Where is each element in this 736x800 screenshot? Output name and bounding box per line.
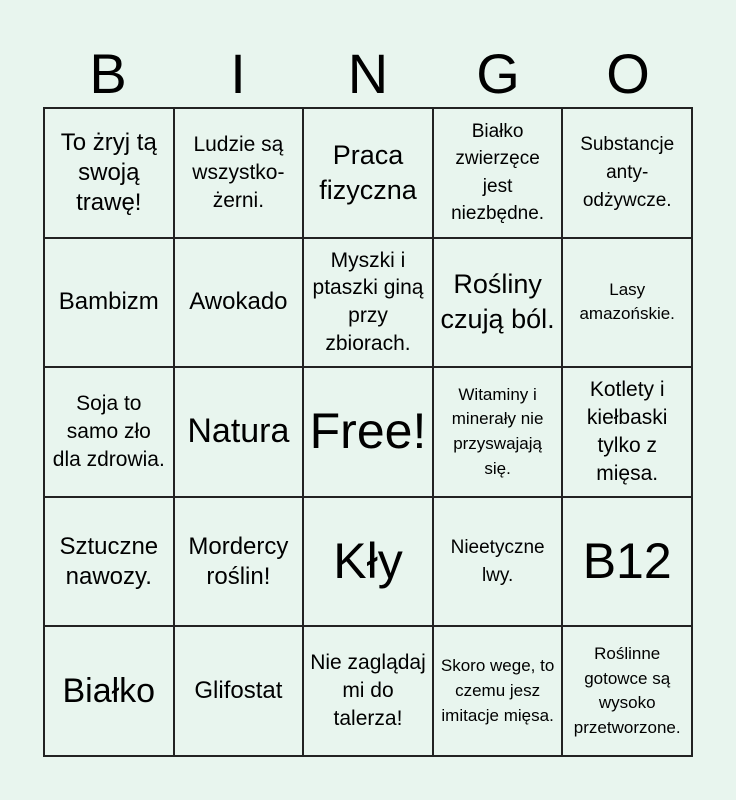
header-letter-b: B [89, 42, 127, 105]
bingo-cell-r1-c0[interactable]: Bambizm [44, 238, 174, 368]
header-letter-i: I [230, 42, 246, 105]
header-letter-g: G [476, 42, 520, 105]
header-letter-o: O [606, 42, 650, 105]
bingo-cell-r3-c1[interactable]: Mordercy roślin! [174, 497, 304, 627]
bingo-cell-r4-c3[interactable]: Skoro wege, to czemu jesz imitacje mięsa. [433, 626, 563, 756]
bingo-cell-r1-c4[interactable]: Lasy amazońskie. [562, 238, 692, 368]
bingo-cell-r1-c2[interactable]: Myszki i ptaszki giną przy zbiorach. [303, 238, 433, 368]
bingo-cell-r2-c4[interactable]: Kotlety i kiełbaski tylko z mięsa. [562, 367, 692, 497]
bingo-cell-r1-c3[interactable]: Rośliny czują ból. [433, 238, 563, 368]
bingo-cell-r0-c3[interactable]: Białko zwierzęce jest niezbędne. [433, 108, 563, 238]
bingo-cell-r3-c2[interactable]: Kły [303, 497, 433, 627]
bingo-cell-r0-c1[interactable]: Ludzie są wszystko-żerni. [174, 108, 304, 238]
bingo-cell-free[interactable]: Free! [303, 367, 433, 497]
bingo-grid [43, 107, 693, 757]
bingo-cell-r4-c4[interactable]: Roślinne gotowce są wysoko przetworzone. [562, 626, 692, 756]
bingo-cell-r2-c1[interactable]: Natura [174, 367, 304, 497]
bingo-cell-r2-c0[interactable]: Soja to samo zło dla zdrowia. [44, 367, 174, 497]
bingo-cell-r1-c1[interactable]: Awokado [174, 238, 304, 368]
bingo-cell-r3-c4[interactable]: B12 [562, 497, 692, 627]
bingo-cell-r0-c0[interactable]: To żryj tą swoją trawę! [44, 108, 174, 238]
bingo-cell-r0-c4[interactable]: Substancje anty-odżywcze. [562, 108, 692, 238]
header-letter-n: N [347, 42, 389, 105]
bingo-cell-r3-c0[interactable]: Sztuczne nawozy. [44, 497, 174, 627]
bingo-cell-r0-c2[interactable]: Praca fizyczna [303, 108, 433, 238]
bingo-cell-r3-c3[interactable]: Nieetyczne lwy. [433, 497, 563, 627]
bingo-cell-r4-c2[interactable]: Nie zaglądaj mi do talerza! [303, 626, 433, 756]
bingo-cell-r2-c3[interactable]: Witaminy i minerały nie przyswajają się. [433, 367, 563, 497]
bingo-cell-r4-c0[interactable]: Białko [44, 626, 174, 756]
bingo-header [43, 40, 693, 108]
bingo-cell-r4-c1[interactable]: Glifostat [174, 626, 304, 756]
